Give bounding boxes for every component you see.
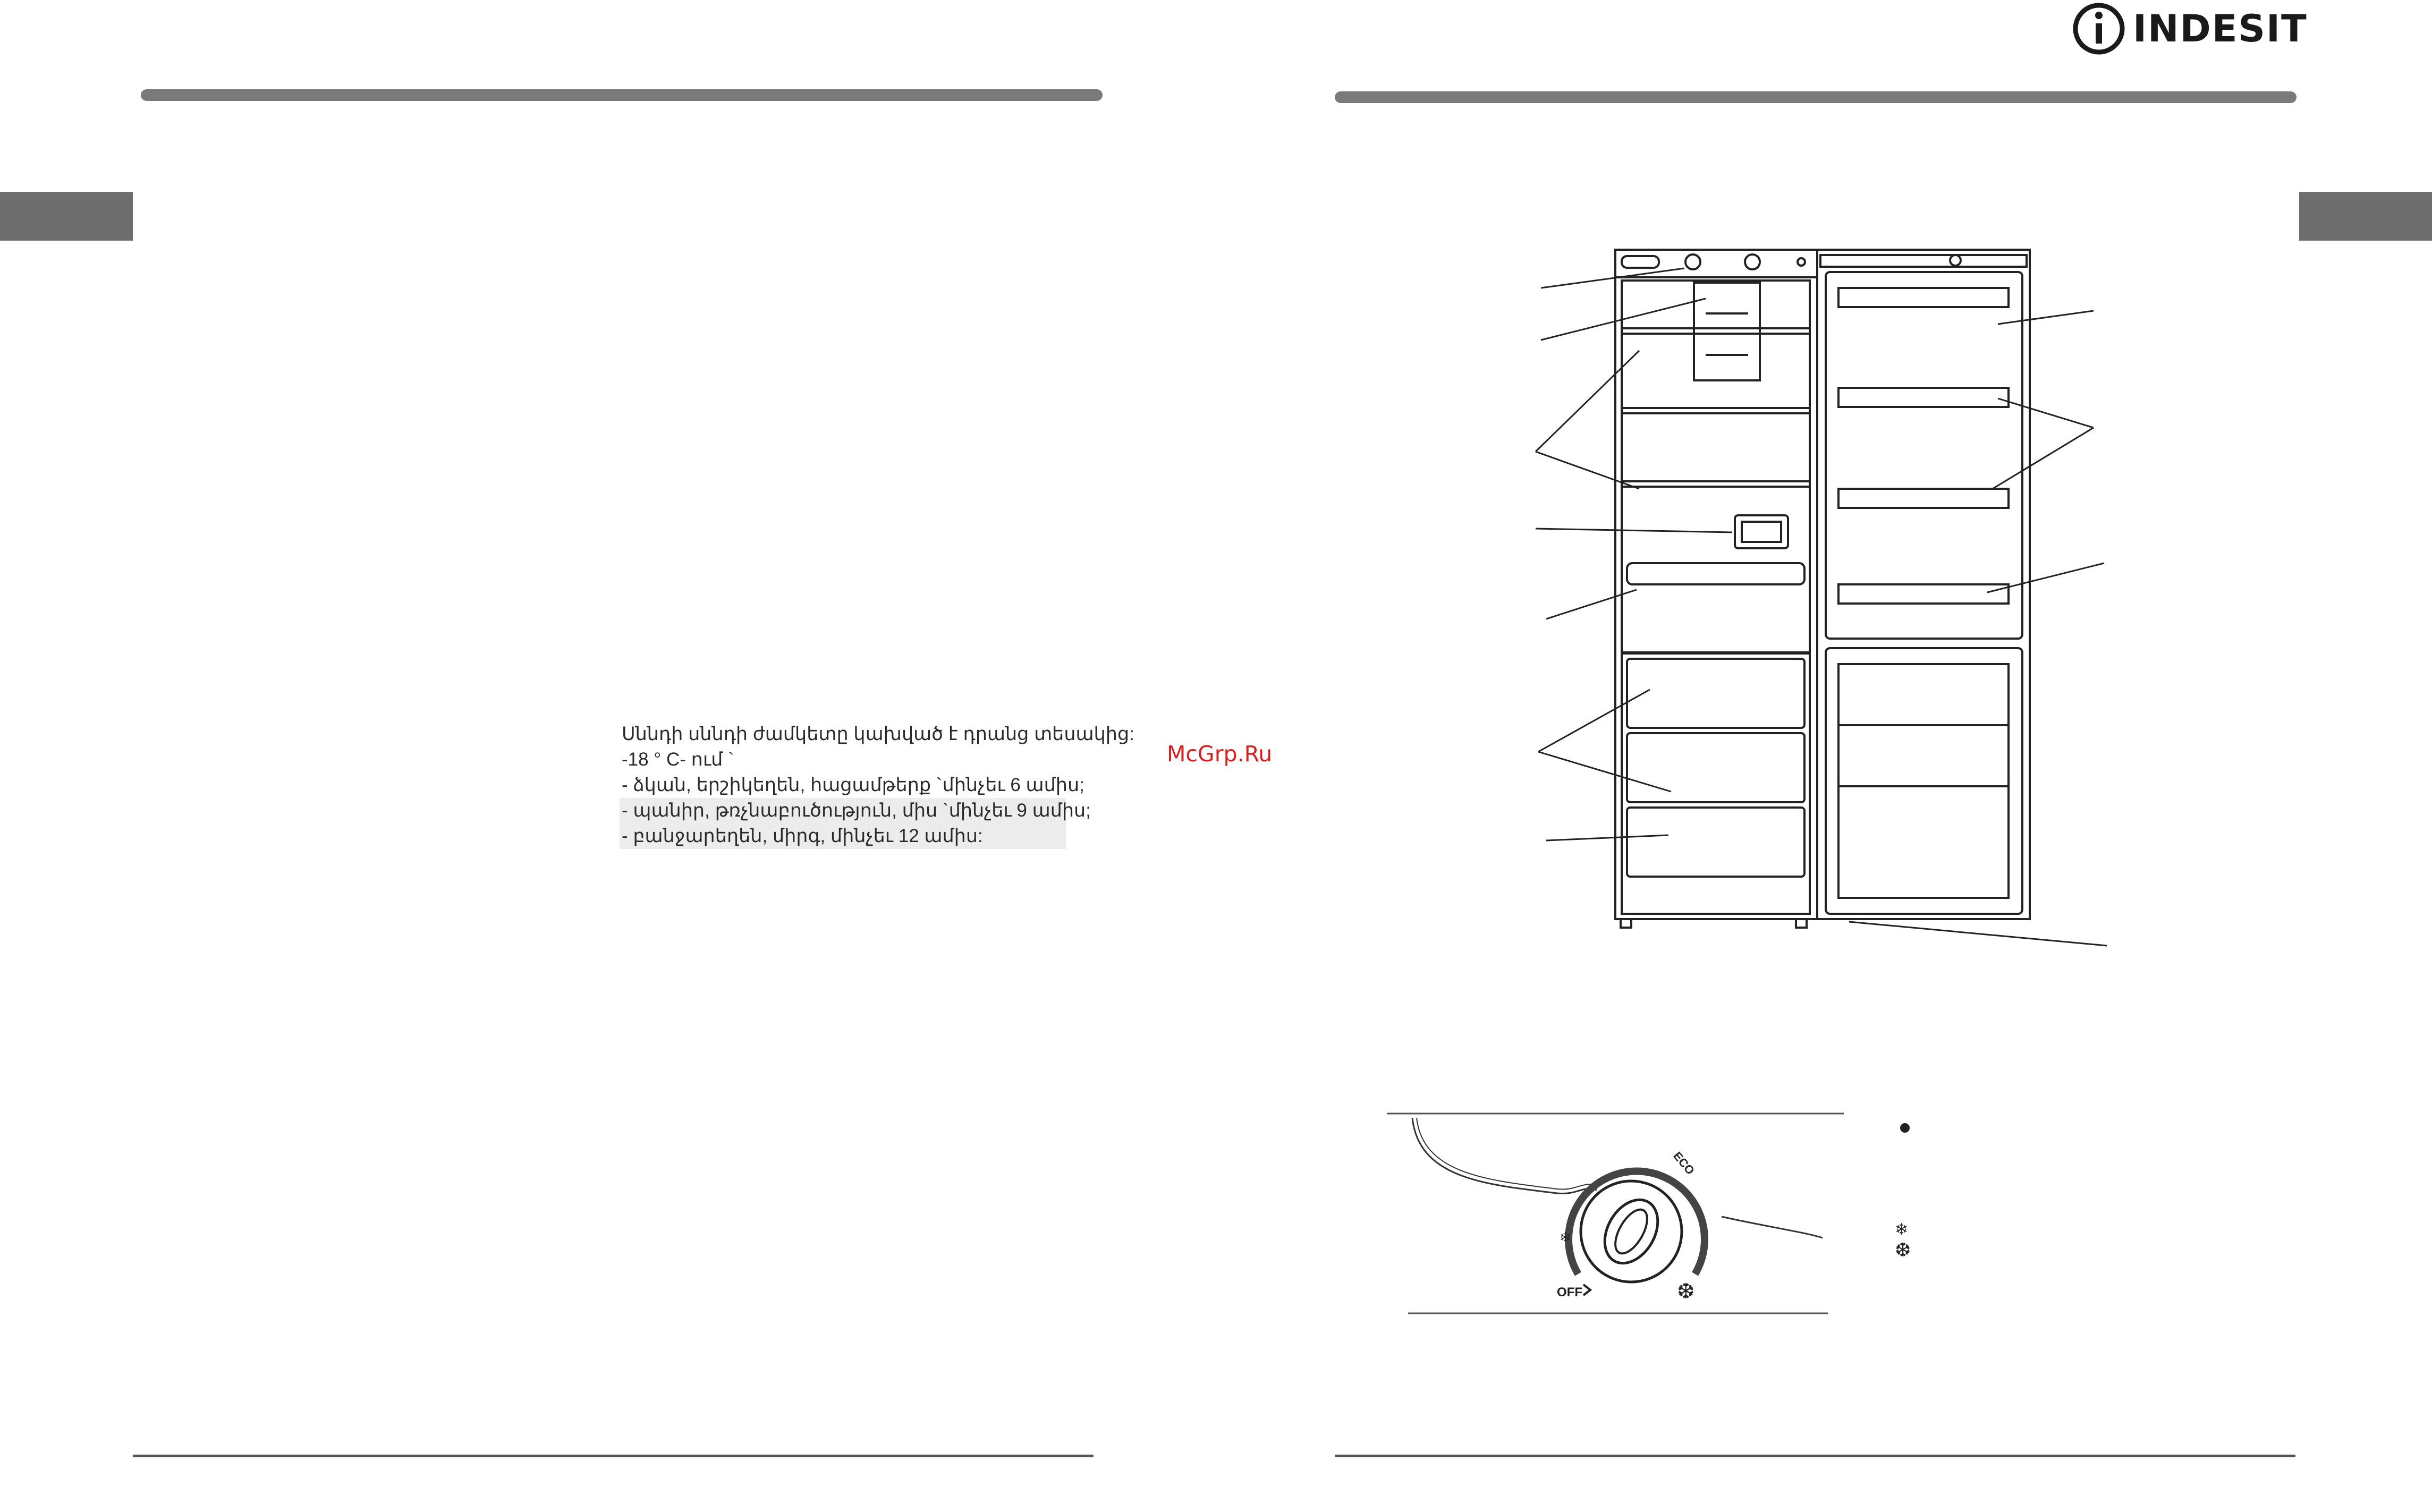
brand-name: INDESIT	[2133, 7, 2308, 50]
bullet-icon	[1900, 1123, 1910, 1133]
side-tab-right	[2299, 192, 2432, 241]
side-tab-left	[0, 192, 133, 241]
storage-line: - բանջարեղեն, միրգ, մինչեւ 12 ամիս:	[620, 823, 1066, 849]
snowflake-small-icon: ❄	[1560, 1230, 1571, 1246]
thermostat-dial-diagram	[1382, 1105, 1849, 1318]
dial-label-eco: ECO	[1671, 1149, 1697, 1177]
storage-line: - պանիր, թռչնաբուծություն, միս `մինչեւ 9 ամիս;	[620, 798, 1066, 823]
indesit-logo-icon	[2072, 2, 2125, 55]
snowflake-large-icon: ❆	[1895, 1239, 1911, 1261]
header-bar-left	[141, 89, 1103, 101]
storage-line: -18 ° C- ում `	[622, 749, 734, 770]
header-bar-right	[1335, 91, 2297, 103]
storage-line: - ձկան, երշիկեղեն, հացամթերք `մինչեւ 6 ամիս;	[622, 775, 1084, 795]
storage-info	[620, 721, 1134, 849]
snowflake-large-icon: ❆	[1677, 1279, 1695, 1304]
footer-rule-left	[133, 1455, 1094, 1457]
off-chevron-icon	[1583, 1285, 1590, 1295]
dial-label-off: OFF	[1557, 1285, 1582, 1299]
footer-rule-right	[1335, 1455, 2295, 1457]
brand-logo	[2072, 2, 2308, 55]
snowflake-small-icon: ❄	[1895, 1220, 1909, 1239]
storage-line: Սննդի սննդի ժամկետը կախված է դրանց տեսակից:	[622, 724, 1134, 744]
watermark: McGrp.Ru	[1167, 741, 1273, 767]
fridge-diagram	[1530, 239, 2115, 967]
